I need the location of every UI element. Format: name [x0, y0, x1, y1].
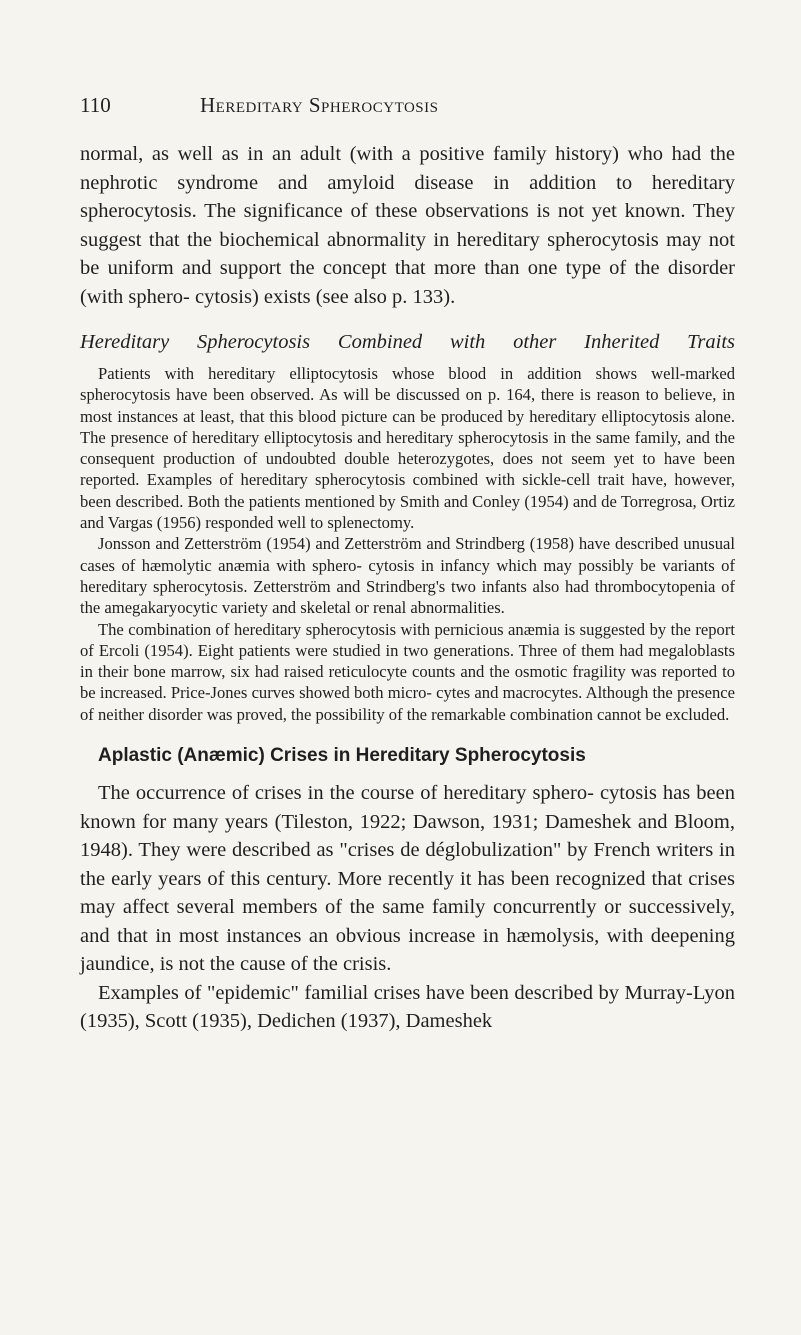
body-paragraph: Jonsson and Zetterström (1954) and Zetterström and Strindberg (1958) have described unusual cases of hæmolytic anæmia with sphero- cytosis in infancy which may possibly be variants of hereditary spherocytosis. Zetterström and Strindberg's two infants also had thrombocytopenia of the amegakaryocytic variety and skeletal or renal abnormalities.	[80, 534, 735, 618]
combined-traits-section	[80, 363, 735, 725]
body-paragraph: Examples of "epidemic" familial crises have been described by Murray-Lyon (1935), Scott (1935), Dedichen (1937), Dameshek	[80, 981, 735, 1033]
page-number: 110	[80, 93, 111, 117]
section-heading-combined-traits: Hereditary Spherocytosis Combined with other Inherited Traits	[80, 331, 735, 353]
running-head	[80, 92, 740, 118]
page-content	[80, 140, 735, 1036]
section-heading-aplastic-crises: Aplastic (Anæmic) Crises in Hereditary Spherocytosis	[98, 745, 586, 767]
body-paragraph: Patients with hereditary elliptocytosis whose blood in addition shows well-marked spherocytosis have been observed. As will be discussed on p. 164, there is reason to believe, in most instances at least, that this blood picture can be produced by hereditary elliptocytosis alone. The presence of hereditary elliptocytosis and hereditary spherocytosis in the same family, and the consequent production of undoubted double heterozygotes, does not seem yet to have been reported. Examples of hereditary spherocytosis combined with sickle-cell trait have, however, been described. Both the patients mentioned by Smith and Conley (1954) and de Torregrosa, Ortiz and Vargas (1956) responded well to splenectomy.	[80, 364, 735, 533]
intro-paragraph: normal, as well as in an adult (with a positive family history) who had the nephrotic syndrome and amyloid disease in addition to hereditary spherocytosis. The significance of these observations is not yet known. They suggest that the biochemical abnormality in hereditary spherocytosis may not be uniform and support the concept that more than one type of the disorder (with sphero- cytosis) exists (see also p. 133).	[80, 143, 735, 308]
intro-block	[80, 140, 735, 311]
body-paragraph: The combination of hereditary spherocytosis with pernicious anæmia is suggested by the report of Ercoli (1954). Eight patients were studied in two generations. Three of them had megaloblasts in their bone marrow, six had raised reticulocyte counts and the osmotic fragility was reported to be increased. Price-Jones curves showed both micro- cytes and macrocytes. Although the presence of neither disorder was proved, the possibility of the remarkable combination cannot be excluded.	[80, 619, 735, 724]
running-title: Hereditary Spherocytosis	[200, 93, 439, 117]
aplastic-crises-section	[80, 779, 735, 1036]
body-paragraph: The occurrence of crises in the course of hereditary sphero- cytosis has been known for many years (Tileston, 1922; Dawson, 1931; Dameshek and Bloom, 1948). They were described as "crises de déglobulization" by French writers in the early years of this century. More recently it has been recognized that crises may affect several members of the same family concurrently or successively, and that in most instances an obvious increase in hæmolysis, with deepening jaundice, is not the cause of the crisis.	[80, 782, 735, 976]
